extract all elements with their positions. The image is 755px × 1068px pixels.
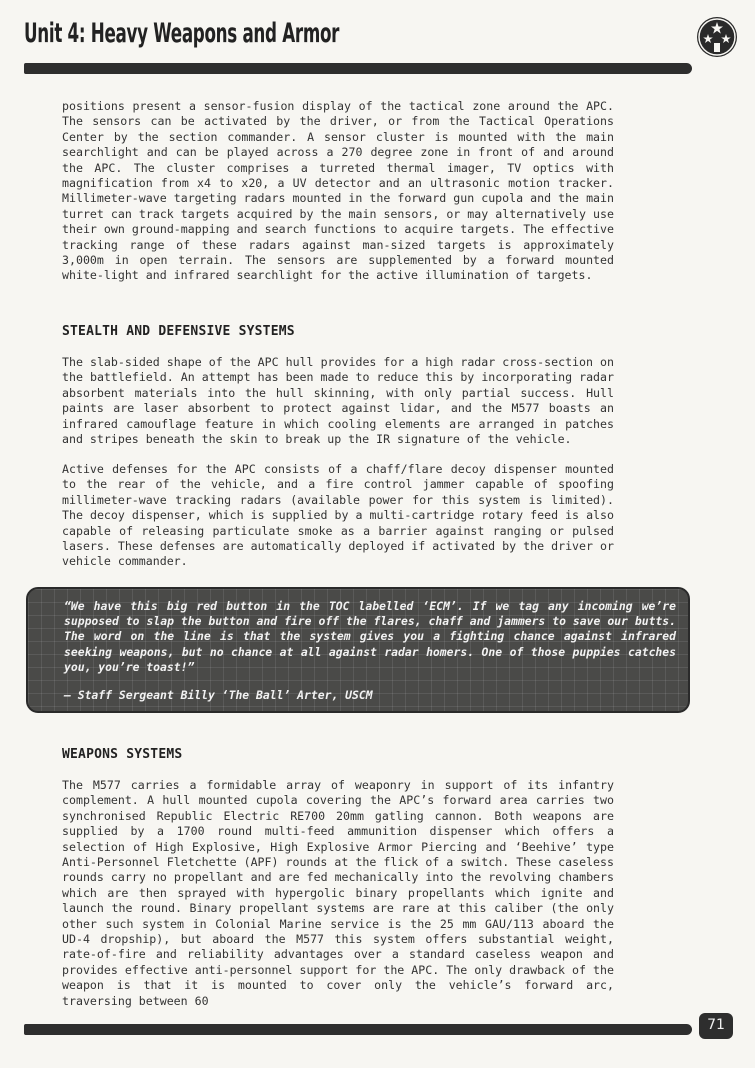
- page-number: 71: [707, 1017, 725, 1033]
- paragraph-stealth-1: The slab-sided shape of the APC hull provides for a high radar cross-section on the battlefield. An attempt has been made to reduce this by incorporating radar absorbent materials into the hull skinning, with only partial success. Hull paints are laser absorbent to protect against lidar, and the M577 boasts an infrared camouflage feature in which cooling elements are arranged in patches and stripes beneath the skin to break up the IR signature of the vehicle.: [62, 355, 614, 447]
- heading-weapons: WEAPONS SYSTEMS: [62, 747, 183, 762]
- paragraph-stealth-2: Active defenses for the APC consists of a chaff/flare decoy dispenser mounted to the rear of the vehicle, and a fire control jammer capable of spoofing millimeter-wave tracking radars (available power for this system is limited). The decoy dispenser, which is supplied by a multi-cartridge rotary feed is also capable of releasing particulate smoke as a barrier against ranging or pulsed lasers. These defenses are automatically deployed if activated by the driver or vehicle commander.: [62, 462, 614, 569]
- usmc-star-emblem-icon: [697, 17, 737, 57]
- footer-bar: [24, 1024, 692, 1035]
- heading-stealth: STEALTH AND DEFENSIVE SYSTEMS: [62, 324, 295, 339]
- page-title: Unit 4: Heavy Weapons and Armor: [24, 18, 340, 49]
- quote-box: [26, 587, 690, 713]
- paragraph-sensors: positions present a sensor-fusion display of the tactical zone around the APC. The sensors can be activated by the driver, or from the Tactical Operations Center by the section commander. A sensor cluster is mounted with the main searchlight and can be played across a 270 degree zone in front of and around the APC. The cluster comprises a turreted thermal imager, TV optics with magnification from x4 to x20, a UV detector and an ultrasonic motion tracker. Millimeter-wave targeting radars mounted in the forward gun cupola and the main turret can track targets acquired by the main sensors, or may alternatively use their own ground-mapping and search functions to acquire targets. The effective tracking range of these radars against man-sized targets is approximately 3,000m in open terrain. The sensors are supplemented by a forward mounted white-light and infrared searchlight for the active illumination of targets.: [62, 99, 614, 283]
- quote-attribution: – Staff Sergeant Billy ‘The Ball’ Arter, USCM: [64, 688, 373, 702]
- header-bar: [24, 63, 692, 74]
- quote-text: “We have this big red button in the TOC labelled ‘ECM’. If we tag any incoming we’re supposed to slap the button and fire off the flares, chaff and jammers to save our butts. The word on the line is that the system gives you a fighting chance against infrared seeking weapons, but no chance at all against radar homers. One of those puppies catches you, you’re toast!”: [64, 599, 676, 674]
- page-number-box: [699, 1013, 733, 1039]
- paragraph-weapons: The M577 carries a formidable array of weaponry in support of its infantry complement. A hull mounted cupola covering the APC’s forward area carries two synchronised Republic Electric RE700 20mm gatling cannon. Both weapons are supplied by a 1700 round multi-feed ammunition dispenser which offers a selection of High Explosive, High Explosive Armor Piercing and ‘Beehive’ type Anti-Personnel Fletchette (APF) rounds at the flick of a switch. These caseless rounds carry no propellant and are fed mechanically into the revolving chambers which are then sprayed with hypergolic binary propellants which ignite and launch the round. Binary propellant systems are rare at this caliber (the only other such system in Colonial Marine service is the 25 mm GAU/113 aboard the UD-4 dropship), but aboard the M577 this system offers substantial weight, rate-of-fire and reliability advantages over a standard caseless weapon and provides effective anti-personnel support for the APC. The only drawback of the weapon is that it is mounted to cover only the vehicle’s forward arc, traversing between 60: [62, 778, 614, 1008]
